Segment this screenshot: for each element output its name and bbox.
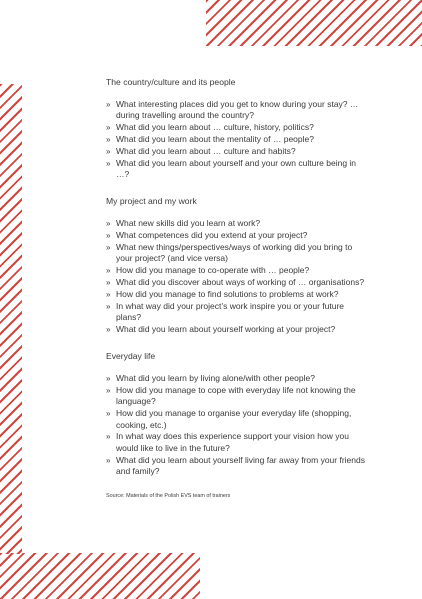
section-project-work (106, 195, 368, 335)
bullet-icon: » (106, 455, 111, 465)
list-item (106, 289, 368, 300)
list-item (106, 301, 368, 324)
list-item (106, 146, 368, 157)
bullet-icon: » (106, 278, 111, 287)
bullet-icon: » (106, 243, 111, 252)
source-note: Source: Materials of the Polish EVS team of trainers (106, 493, 231, 500)
bullet-icon: » (106, 158, 111, 168)
list-item-text: What did you learn by living alone/with other people? (116, 373, 315, 384)
list-item (106, 265, 368, 276)
list-item (106, 218, 368, 229)
section-heading: The country/culture and its people (106, 77, 236, 87)
question-list (106, 99, 368, 180)
list-item-text: How did you manage to co-operate with … people? (116, 265, 310, 276)
bullet-icon: » (106, 386, 111, 395)
list-item-text: What interesting places did you get to know during your stay? … during travelling around the country? (116, 99, 359, 121)
list-item-text: How did you manage to cope with everyday life not knowing the language? (116, 385, 356, 407)
bullet-icon: » (106, 100, 111, 109)
list-item (106, 373, 368, 384)
list-item-text: What did you learn about yourself living far away from your friends and family? (116, 454, 365, 477)
list-item-text: What new things/perspectives/ways of working did you bring to your project? (and vice versa) (116, 242, 353, 264)
list-item-text: What did you discover about ways of working of … organisations? (116, 277, 365, 287)
bullet-icon: » (106, 289, 111, 299)
list-item (106, 230, 368, 241)
list-item-text: What new skills did you learn at work? (116, 218, 261, 229)
bullet-icon: » (106, 146, 111, 156)
section-heading: My project and my work (106, 196, 197, 207)
section-heading: Everyday life (106, 351, 156, 362)
decorative-stripes-bottom-left (0, 553, 200, 599)
bullet-icon: » (106, 432, 111, 442)
bullet-icon: » (106, 266, 111, 276)
bullet-icon: » (106, 219, 111, 229)
list-item (106, 455, 368, 478)
bullet-icon: » (106, 135, 111, 144)
list-item-text: In what way does this experience support your vision how you would like to live in the future? (116, 431, 349, 453)
section-country-culture (106, 76, 368, 180)
bullet-icon: » (106, 123, 111, 133)
list-item-text: In what way did your project’s work inspire you or your future plans? (116, 300, 345, 322)
list-item (106, 385, 368, 408)
list-item-text: How did you manage to organise your everyday life (shopping, cooking, etc.) (116, 408, 352, 430)
list-item-text: What did you learn about yourself working at your project? (116, 323, 336, 334)
list-item (106, 122, 368, 133)
question-list (106, 373, 368, 477)
list-item-text: What did you learn about the mentality of … people? (116, 134, 314, 144)
document-content (106, 76, 368, 500)
list-item (106, 158, 368, 181)
list-item-text: What did you learn about … culture, history, politics? (116, 122, 314, 133)
bullet-icon: » (106, 409, 111, 419)
list-item (106, 324, 368, 335)
bullet-icon: » (106, 301, 111, 311)
list-item (106, 408, 368, 431)
bullet-icon: » (106, 231, 111, 241)
list-item (106, 134, 368, 145)
list-item-text: How did you manage to find solutions to problems at work? (116, 288, 339, 299)
bullet-icon: » (106, 324, 111, 334)
list-item-text: What did you learn about … culture and habits? (116, 145, 296, 156)
list-item (106, 431, 368, 454)
list-item-text: What competences did you extend at your project? (116, 230, 308, 241)
list-item (106, 242, 368, 265)
section-everyday-life (106, 350, 368, 477)
list-item-text: What did you learn about yourself and your own culture being in …? (116, 157, 357, 179)
list-item (106, 99, 368, 122)
list-item (106, 277, 368, 288)
decorative-stripes-left (0, 84, 22, 554)
bullet-icon: » (106, 374, 111, 384)
question-list (106, 218, 368, 335)
decorative-stripes-top-right (206, 0, 422, 46)
